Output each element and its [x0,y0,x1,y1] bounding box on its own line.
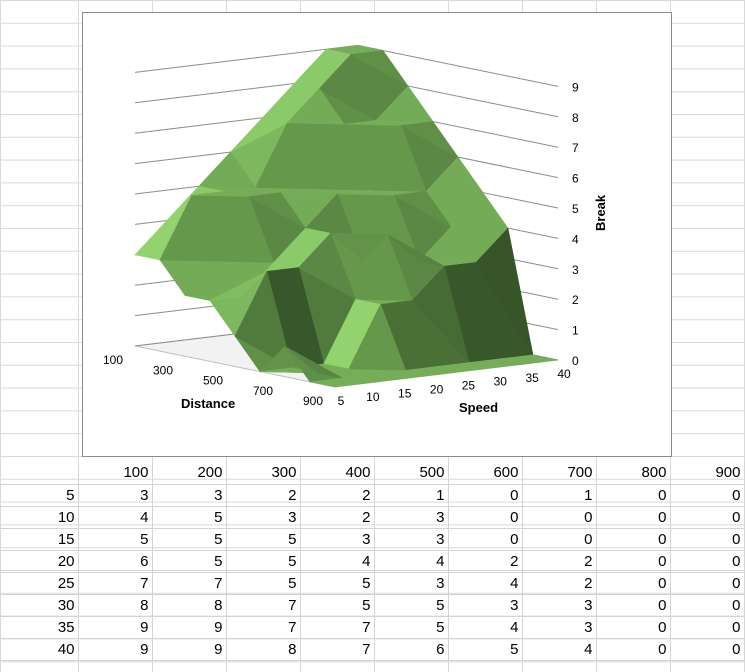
table-cell[interactable]: 0 [670,506,744,528]
y-tick-label: 5 [337,394,345,408]
chart-plot-area [83,13,673,458]
table-cell[interactable]: 3 [374,572,448,594]
y-tick-label: 15 [398,386,412,401]
table-row [0,572,744,594]
y-tick-label: 35 [525,370,539,385]
row-label-cell[interactable]: 40 [0,638,78,660]
table-cell[interactable]: 0 [670,616,744,638]
z-tick-label: 3 [572,262,579,277]
table-cell[interactable]: 0 [596,550,670,572]
table-cell[interactable]: 7 [226,594,300,616]
table-cell[interactable]: 3 [374,528,448,550]
table-cell[interactable]: 5 [78,528,152,550]
table-cell[interactable]: 400 [300,462,374,484]
table-header-row [0,462,744,484]
table-cell[interactable]: 0 [670,638,744,660]
x-tick-label: 300 [152,363,174,378]
row-label-cell[interactable]: 5 [0,484,78,506]
table-row [0,550,744,572]
table-cell[interactable]: 0 [670,484,744,506]
row-label-cell[interactable]: 35 [0,616,78,638]
table-cell[interactable]: 300 [226,462,300,484]
table-cell[interactable]: 0 [670,528,744,550]
surface-chart[interactable] [82,12,672,457]
table-cell[interactable]: 900 [670,462,744,484]
table-cell[interactable]: 3 [448,594,522,616]
table-cell[interactable]: 0 [522,528,596,550]
table-cell[interactable]: 1 [374,484,448,506]
table-cell[interactable]: 6 [374,638,448,660]
table-cell[interactable]: 0 [596,528,670,550]
y-tick-label: 30 [493,374,507,389]
table-cell[interactable]: 700 [522,462,596,484]
row-label-cell[interactable]: 20 [0,550,78,572]
z-tick-label: 1 [572,323,579,338]
table-row [0,594,744,616]
table-cell[interactable]: 500 [374,462,448,484]
z-tick-label: 6 [572,171,579,186]
table-cell[interactable]: 3 [226,506,300,528]
table-cell[interactable]: 7 [152,572,226,594]
table-cell[interactable]: 5 [448,638,522,660]
table-cell[interactable]: 9 [152,638,226,660]
z-tick-label: 9 [572,80,579,95]
table-cell[interactable]: 4 [522,638,596,660]
table-cell[interactable]: 0 [448,484,522,506]
z-tick-label: 2 [572,293,579,308]
z-tick-label: 0 [572,354,579,368]
table-cell[interactable]: 4 [374,550,448,572]
table-cell[interactable]: 3 [522,594,596,616]
y-axis-title: Speed [459,400,499,415]
table-cell[interactable]: 9 [78,638,152,660]
table-cell[interactable]: 0 [596,572,670,594]
table-cell[interactable]: 4 [78,506,152,528]
table-cell[interactable]: 3 [522,616,596,638]
table-cell[interactable]: 0 [596,594,670,616]
x-tick-label: 500 [202,373,224,388]
table-cell[interactable]: 7 [78,572,152,594]
table-cell[interactable]: 5 [374,594,448,616]
table-cell[interactable]: 5 [152,528,226,550]
table-cell[interactable]: 2 [522,550,596,572]
table-cell[interactable]: 5 [152,550,226,572]
table-cell[interactable]: 6 [78,550,152,572]
table-cell[interactable]: 2 [448,550,522,572]
table-cell[interactable]: 3 [152,484,226,506]
table-cell[interactable]: 5 [226,550,300,572]
table-cell[interactable]: 5 [374,616,448,638]
table-cell[interactable]: 9 [78,616,152,638]
table-cell[interactable]: 0 [670,594,744,616]
z-tick-label: 4 [572,232,579,247]
table-cell[interactable]: 100 [78,462,152,484]
table-cell[interactable]: 5 [226,572,300,594]
table-cell[interactable]: 1 [522,484,596,506]
table-cell[interactable]: 0 [596,484,670,506]
table-cell[interactable]: 3 [300,528,374,550]
table-cell[interactable]: 4 [300,550,374,572]
table-cell[interactable]: 7 [226,616,300,638]
table-cell[interactable]: 7 [300,616,374,638]
table-cell[interactable]: 200 [152,462,226,484]
table-cell[interactable]: 3 [78,484,152,506]
table-cell[interactable]: 8 [152,594,226,616]
table-cell[interactable]: 2 [522,572,596,594]
table-cell[interactable]: 4 [448,572,522,594]
x-tick-label: 900 [302,394,324,408]
table-cell[interactable]: 9 [152,616,226,638]
z-tick-label: 5 [572,202,579,216]
y-tick-label: 20 [429,382,444,397]
table-cell[interactable]: 5 [300,594,374,616]
row-label-cell[interactable]: 10 [0,506,78,528]
table-cell[interactable]: 0 [596,506,670,528]
table-cell[interactable]: 0 [670,550,744,572]
table-row [0,528,744,550]
table-cell[interactable]: 5 [300,572,374,594]
row-label-cell[interactable]: 30 [0,594,78,616]
table-cell[interactable]: 0 [448,506,522,528]
table-cell[interactable]: 5 [226,528,300,550]
table-cell[interactable]: 5 [152,506,226,528]
table-cell[interactable]: 0 [670,572,744,594]
y-tick-label: 40 [557,367,571,381]
table-cell[interactable]: 8 [78,594,152,616]
table-cell[interactable]: 0 [596,638,670,660]
table-cell[interactable]: 800 [596,462,670,484]
table-cell[interactable]: 8 [226,638,300,660]
x-tick-label: 700 [252,383,274,398]
table-row [0,616,744,638]
table-cell[interactable]: 600 [448,462,522,484]
x-tick-label: 100 [102,353,124,367]
table-cell[interactable]: 7 [300,638,374,660]
data-table [0,462,745,661]
table-cell[interactable]: 0 [522,506,596,528]
row-label-cell[interactable]: 15 [0,528,78,550]
table-cell[interactable]: 2 [300,506,374,528]
row-label-cell[interactable] [0,462,78,484]
table-row [0,484,744,506]
table-cell[interactable]: 0 [596,616,670,638]
z-axis-title: Break [593,194,608,231]
row-label-cell[interactable]: 25 [0,572,78,594]
table-cell[interactable]: 4 [448,616,522,638]
z-tick-label: 7 [572,141,579,156]
table-row [0,638,744,660]
y-tick-label: 10 [366,390,380,405]
table-cell[interactable]: 2 [226,484,300,506]
table-cell[interactable]: 3 [374,506,448,528]
table-row [0,506,744,528]
table-cell[interactable]: 2 [300,484,374,506]
y-tick-label: 25 [461,378,476,393]
x-axis-title: Distance [181,396,236,411]
z-tick-label: 8 [572,110,579,125]
table-cell[interactable]: 0 [448,528,522,550]
